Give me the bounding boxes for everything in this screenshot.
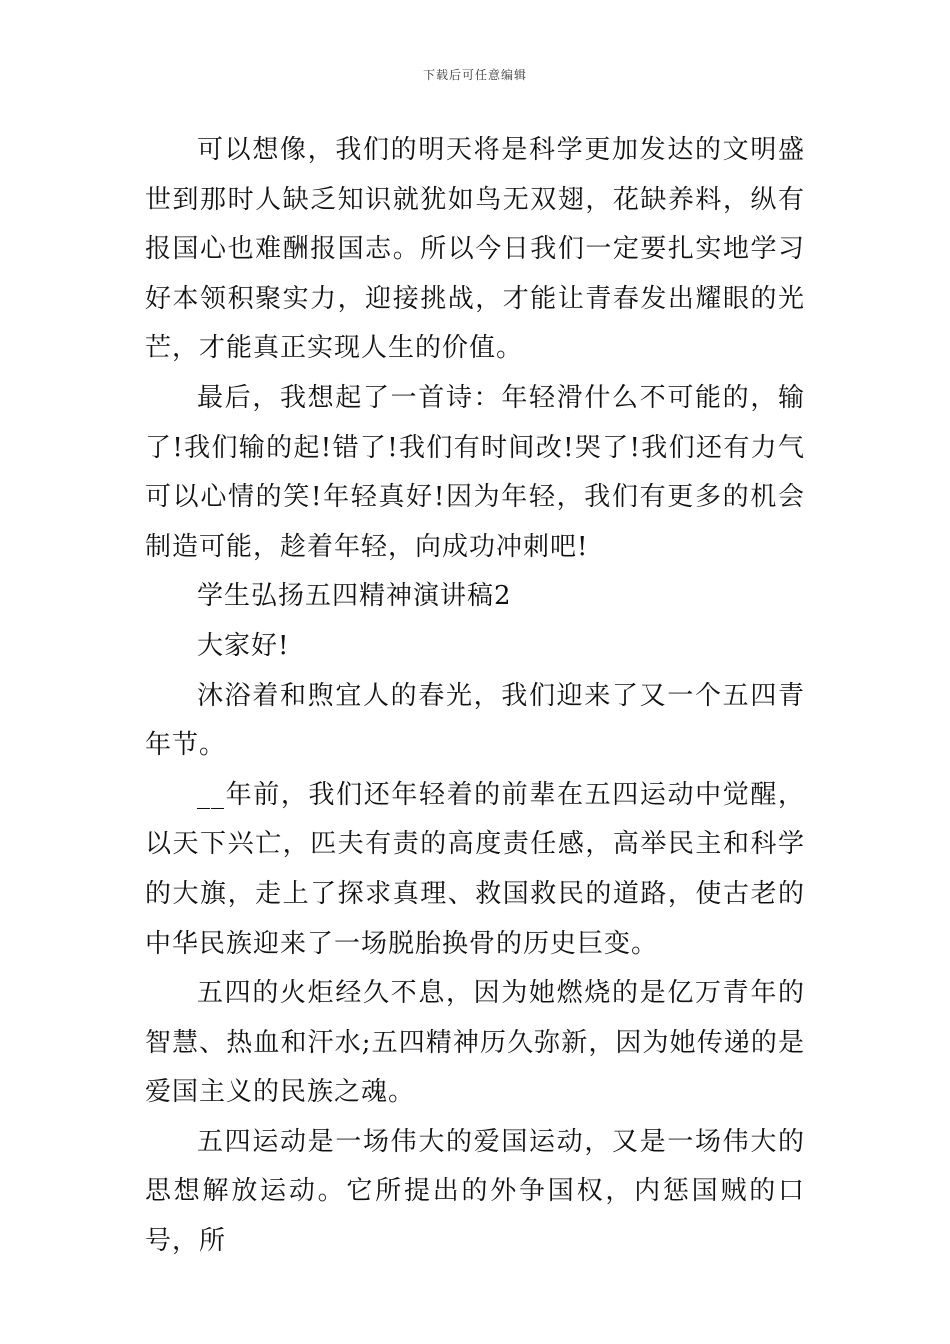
paragraph-1: 可以想像，我们的明天将是科学更加发达的文明盛世到那时人缺乏知识就犹如鸟无双翅，花缺养料，纵有报国心也难酬报国志。所以今日我们一定要扎实地学习好本领积聚实力，迎接挑战，才能让青春发出耀眼的光芒，才能真正实现人生的价值。 [145,135,805,364]
section-title: 学生弘扬五四精神演讲稿2 [197,581,512,612]
paragraph-5: 五四的火炬经久不息，因为她燃烧的是亿万青年的智慧、热血和汗水;五四精神历久弥新，因为她传递的是爱国主义的民族之魂。 [145,978,805,1108]
paragraph-4: __年前，我们还年轻着的前辈在五四运动中觉醒，以天下兴亡，匹夫有责的高度责任感，高举民主和科学的大旗，走上了探求真理、救国救民的道路，使古老的中华民族迎来了一场脱胎换骨的历史巨变。 [145,779,805,959]
header-note: 下载后可任意编辑 [422,68,527,82]
document-body [145,126,805,1267]
greeting: 大家好! [197,630,290,661]
paragraph-2: 最后，我想起了一首诗：年轻滑什么不可能的，输了!我们输的起!错了!我们有时间改!哭了!我们还有力气可以心情的笑!年轻真好!因为年轻，我们有更多的机会制造可能，趁着年轻，向成功冲刺吧! [145,382,805,562]
paragraph-6: 五四运动是一场伟大的爱国运动，又是一场伟大的思想解放运动。它所提出的外争国权，内惩国贼的口号，所 [145,1126,805,1257]
paragraph-3: 沐浴着和煦宜人的春光，我们迎来了又一个五四青年节。 [145,680,805,761]
